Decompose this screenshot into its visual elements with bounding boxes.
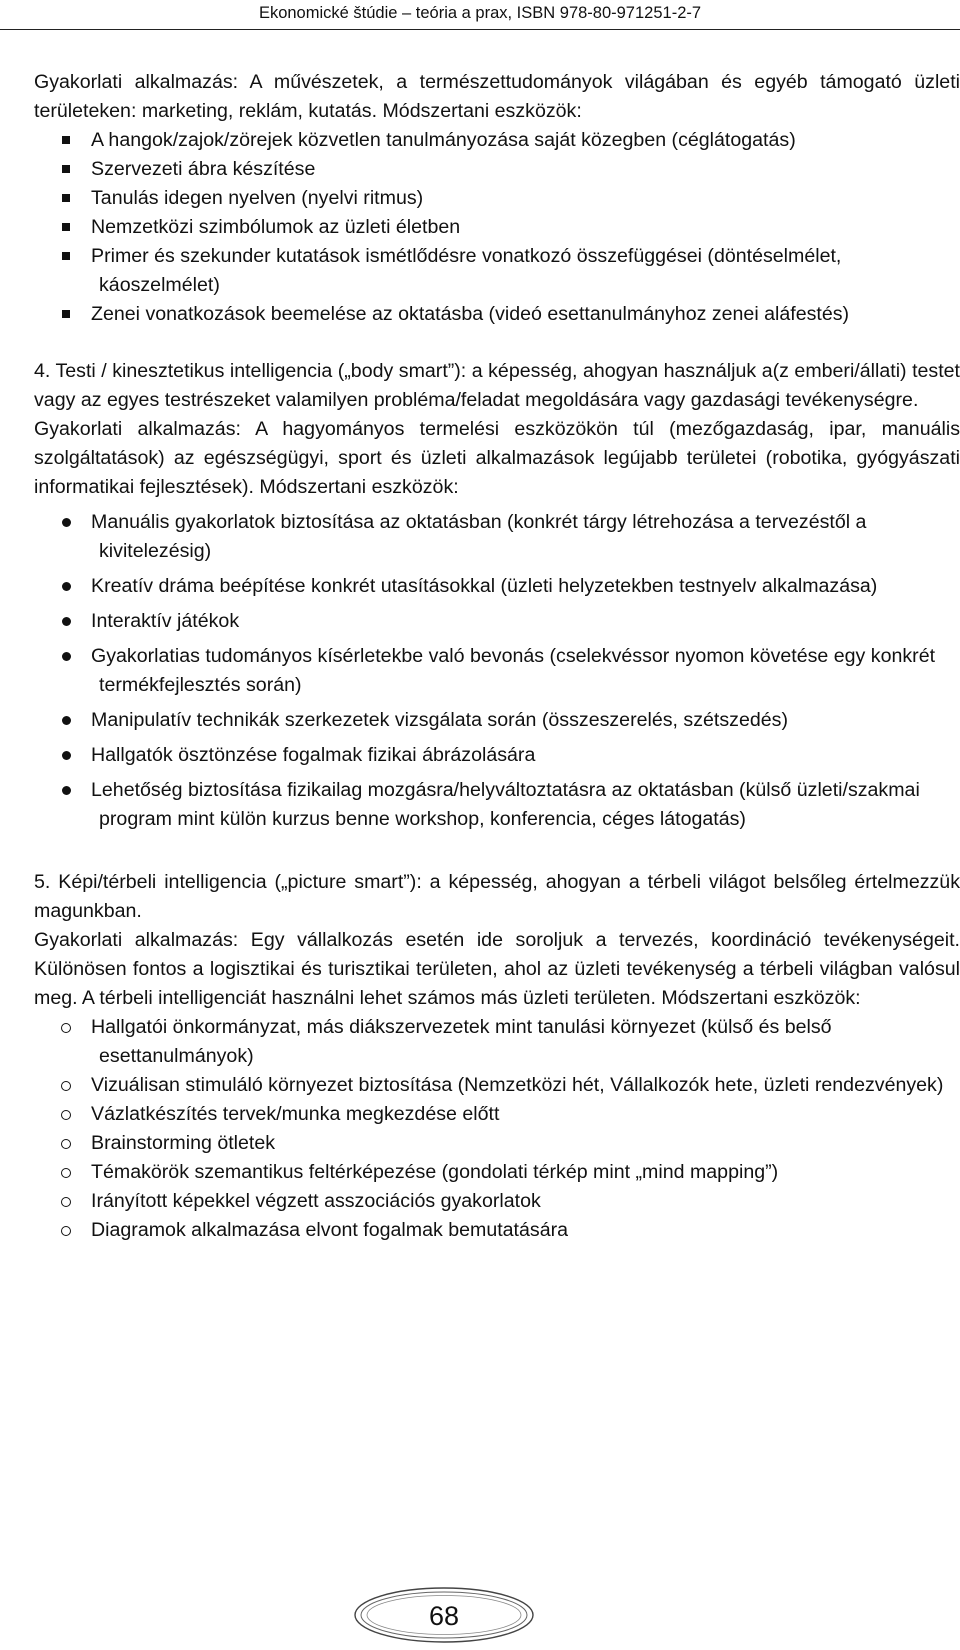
list-item: A hangok/zajok/zörejek közvetlen tanulmányozása saját közegben (céglátogatás) xyxy=(34,126,960,155)
list-item: Nemzetközi szimbólumok az üzleti életben xyxy=(34,213,960,242)
section-5-definition-paragraph: 5. Képi/térbeli intelligencia („picture smart”): a képesség, ahogyan a térbeli világot belsőleg értelmezzük magunkban. xyxy=(34,871,960,922)
list-item: Gyakorlatias tudományos kísérletekbe való bevonás (cselekvéssor nyomon követése egy konkrét termékfejlesztés során) xyxy=(34,642,960,700)
circle-bullet-icon xyxy=(56,1013,76,1042)
list-item: Tanulás idegen nyelven (nyelvi ritmus) xyxy=(34,184,960,213)
circle-bullet-icon xyxy=(56,1187,76,1216)
disc-bullet-icon xyxy=(56,776,76,805)
list-item: Hallgatók ösztönzése fogalmak fizikai ábrázolására xyxy=(34,741,960,770)
square-bullet-icon xyxy=(56,155,76,184)
list-item: Szervezeti ábra készítése xyxy=(34,155,960,184)
section-4-methods-list xyxy=(34,508,960,834)
list-item: Témakörök szemantikus feltérképezése (gondolati térkép mint „mind mapping”) xyxy=(34,1158,960,1187)
disc-bullet-icon xyxy=(56,706,76,735)
section-4-definition-paragraph: 4. Testi / kinesztetikus intelligencia („body smart”): a képesség, ahogyan használjuk a(z emberi/állati) testet vagy az egyes testrészeket valamilyen probléma/feladat megoldására vagy gazdasági tevékenységre. xyxy=(34,360,960,411)
list-item: Vizuálisan stimuláló környezet biztosítása (Nemzetközi hét, Vállalkozók hete, üzleti rendezvények) xyxy=(34,1071,960,1100)
circle-bullet-icon xyxy=(56,1100,76,1129)
circle-bullet-icon xyxy=(56,1158,76,1187)
running-header xyxy=(0,0,960,30)
circle-bullet-icon xyxy=(56,1129,76,1158)
disc-bullet-icon xyxy=(56,508,76,537)
disc-bullet-icon xyxy=(56,741,76,770)
disc-bullet-icon xyxy=(56,607,76,636)
list-item: Zenei vonatkozások beemelése az oktatásba (videó esettanulmányhoz zenei aláfestés) xyxy=(34,300,960,329)
square-bullet-icon xyxy=(56,242,76,271)
square-bullet-icon xyxy=(56,300,76,329)
list-item: Primer és szekunder kutatások ismétlődésre vonatkozó összefüggései (döntéselmélet, káoszelmélet) xyxy=(34,242,960,300)
square-bullet-icon xyxy=(56,213,76,242)
list-item: Vázlatkészítés tervek/munka megkezdése előtt xyxy=(34,1100,960,1129)
list-item: Manipulatív technikák szerkezetek vizsgálata során (összeszerelés, szétszedés) xyxy=(34,706,960,735)
square-bullet-icon xyxy=(56,184,76,213)
list-item: Irányított képekkel végzett asszociációs gyakorlatok xyxy=(34,1187,960,1216)
square-bullet-icon xyxy=(56,126,76,155)
section-3-methods-list xyxy=(34,126,960,329)
circle-bullet-icon xyxy=(56,1071,76,1100)
page-body xyxy=(34,68,960,1245)
list-item: Kreatív dráma beépítése konkrét utasításokkal (üzleti helyzetekben testnyelv alkalmazása) xyxy=(34,572,960,601)
section-4-practical-paragraph: Gyakorlati alkalmazás: A hagyományos termelési eszközökön túl (mezőgazdaság, ipar, manuális szolgáltatások) az egészségügyi, sport és üzleti alkalmazások legújabb területei (robotika, gyógyászati informatikai fejlesztések). Módszertani eszközök: xyxy=(34,418,960,498)
list-item: Lehetőség biztosítása fizikailag mozgásra/helyváltoztatásra az oktatásban (külső üzleti/szakmai program mint külön kurzus benne workshop, konferencia, céges látogatás) xyxy=(34,776,960,834)
section-3-practical-paragraph: Gyakorlati alkalmazás: A művészetek, a természettudományok világában és egyéb támogató üzleti területeken: marketing, reklám, kutatás. Módszertani eszközök: xyxy=(34,71,960,122)
list-item: Brainstorming ötletek xyxy=(34,1129,960,1158)
list-item: Hallgatói önkormányzat, más diákszervezetek mint tanulási környezet (külső és belső esettanulmányok) xyxy=(34,1013,960,1071)
section-5-methods-list xyxy=(34,1013,960,1245)
disc-bullet-icon xyxy=(56,572,76,601)
circle-bullet-icon xyxy=(56,1216,76,1245)
running-title: Ekonomické štúdie – teória a prax, ISBN 978-80-971251-2-7 xyxy=(258,4,702,22)
page-number: 68 xyxy=(428,1601,460,1631)
list-item: Interaktív játékok xyxy=(34,607,960,636)
page-number-badge xyxy=(352,1585,536,1645)
list-item: Manuális gyakorlatok biztosítása az oktatásban (konkrét tárgy létrehozása a tervezéstől a kivitelezésig) xyxy=(34,508,960,566)
section-5-practical-paragraph: Gyakorlati alkalmazás: Egy vállalkozás esetén ide soroljuk a tervezés, koordináció tevékenységeit. Különösen fontos a logisztikai és turisztikai területen, ahol az üzleti tevékenység a térbeli világban valósul meg. A térbeli intelligenciát használni lehet számos más üzleti területen. Módszertani eszközök: xyxy=(34,929,960,1009)
disc-bullet-icon xyxy=(56,642,76,671)
list-item: Diagramok alkalmazása elvont fogalmak bemutatására xyxy=(34,1216,960,1245)
